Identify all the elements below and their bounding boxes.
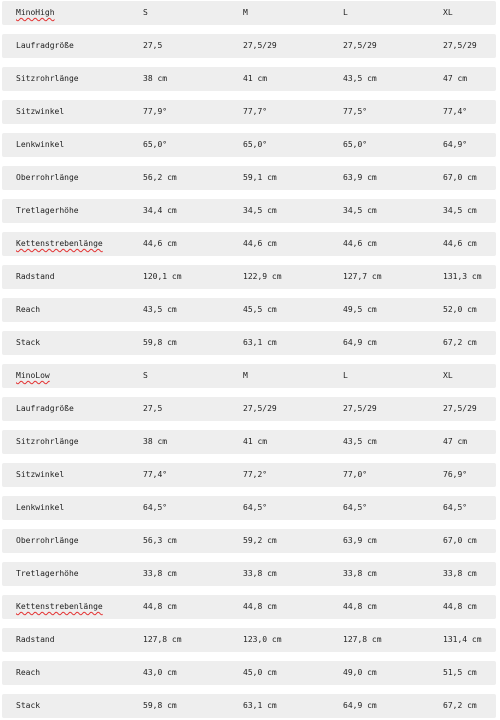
cell-value: 127,8 cm bbox=[143, 635, 182, 644]
cell-value: 77,4° bbox=[143, 470, 168, 479]
row-label: Tretlagerhöhe bbox=[16, 206, 79, 215]
cell-value: 63,9 cm bbox=[343, 173, 377, 182]
cell-value: 33,8 cm bbox=[243, 569, 277, 578]
table-row bbox=[2, 430, 496, 454]
row-label: Stack bbox=[16, 338, 41, 347]
cell-value: 44,6 cm bbox=[143, 239, 177, 248]
row-label: Oberrohrlänge bbox=[16, 173, 79, 182]
cell-value: 65,0° bbox=[243, 140, 268, 149]
table-row bbox=[2, 463, 496, 487]
table-row bbox=[2, 397, 496, 421]
row-label: Sitzwinkel bbox=[16, 107, 65, 116]
cell-value: 59,8 cm bbox=[143, 338, 177, 347]
model-name: MinoLow bbox=[16, 371, 50, 380]
cell-value: 127,7 cm bbox=[343, 272, 382, 281]
cell-value: 43,0 cm bbox=[143, 668, 177, 677]
table-row bbox=[2, 496, 496, 520]
cell-value: 27,5/29 bbox=[443, 404, 477, 413]
cell-value: 27,5/29 bbox=[343, 41, 377, 50]
cell-value: 67,0 cm bbox=[443, 536, 477, 545]
cell-value: 67,2 cm bbox=[443, 701, 477, 710]
size-header-xl: XL bbox=[443, 8, 453, 17]
cell-value: 44,8 cm bbox=[243, 602, 277, 611]
table-row bbox=[2, 331, 496, 355]
row-label: Reach bbox=[16, 305, 41, 314]
row-label: Laufradgröße bbox=[16, 404, 74, 413]
row-label: Lenkwinkel bbox=[16, 140, 65, 149]
table-row bbox=[2, 661, 496, 685]
row-label: Sitzrohrlänge bbox=[16, 74, 79, 83]
cell-value: 52,0 cm bbox=[443, 305, 477, 314]
cell-value: 34,5 cm bbox=[443, 206, 477, 215]
cell-value: 27,5 bbox=[143, 404, 163, 413]
cell-value: 34,5 cm bbox=[343, 206, 377, 215]
cell-value: 33,8 cm bbox=[443, 569, 477, 578]
cell-value: 41 cm bbox=[243, 74, 268, 83]
row-label: Sitzrohrlänge bbox=[16, 437, 79, 446]
cell-value: 64,5° bbox=[443, 503, 468, 512]
row-label: Lenkwinkel bbox=[16, 503, 65, 512]
row-label: Oberrohrlänge bbox=[16, 536, 79, 545]
cell-value: 44,6 cm bbox=[443, 239, 477, 248]
cell-value: 64,9 cm bbox=[343, 701, 377, 710]
table-row bbox=[2, 628, 496, 652]
row-label: Kettenstrebenlänge bbox=[16, 239, 103, 248]
table-row bbox=[2, 133, 496, 157]
cell-value: 45,5 cm bbox=[243, 305, 277, 314]
model-name: MinoHigh bbox=[16, 8, 55, 17]
size-header-m: M bbox=[243, 8, 248, 17]
row-label: Radstand bbox=[16, 272, 55, 281]
table-row bbox=[2, 562, 496, 586]
table-row bbox=[2, 100, 496, 124]
cell-value: 43,5 cm bbox=[343, 74, 377, 83]
cell-value: 59,8 cm bbox=[143, 701, 177, 710]
cell-value: 77,4° bbox=[443, 107, 468, 116]
row-label: Tretlagerhöhe bbox=[16, 569, 79, 578]
cell-value: 27,5 bbox=[143, 41, 163, 50]
cell-value: 27,5/29 bbox=[243, 404, 277, 413]
cell-value: 122,9 cm bbox=[243, 272, 282, 281]
cell-value: 76,9° bbox=[443, 470, 468, 479]
cell-value: 43,5 cm bbox=[143, 305, 177, 314]
row-label: Sitzwinkel bbox=[16, 470, 65, 479]
cell-value: 44,6 cm bbox=[343, 239, 377, 248]
cell-value: 44,6 cm bbox=[243, 239, 277, 248]
cell-value: 77,0° bbox=[343, 470, 368, 479]
table-row bbox=[2, 694, 496, 718]
size-header-l: L bbox=[343, 8, 348, 17]
table-header-row bbox=[2, 1, 496, 25]
cell-value: 27,5/29 bbox=[343, 404, 377, 413]
cell-value: 63,1 cm bbox=[243, 338, 277, 347]
table-row bbox=[2, 199, 496, 223]
table-row bbox=[2, 595, 496, 619]
cell-value: 56,3 cm bbox=[143, 536, 177, 545]
cell-value: 64,9° bbox=[443, 140, 468, 149]
cell-value: 51,5 cm bbox=[443, 668, 477, 677]
table-row bbox=[2, 232, 496, 256]
size-header-xl: XL bbox=[443, 371, 453, 380]
table-row bbox=[2, 298, 496, 322]
cell-value: 67,0 cm bbox=[443, 173, 477, 182]
cell-value: 77,5° bbox=[343, 107, 368, 116]
cell-value: 34,5 cm bbox=[243, 206, 277, 215]
cell-value: 49,0 cm bbox=[343, 668, 377, 677]
table-header-row bbox=[2, 364, 496, 388]
cell-value: 34,4 cm bbox=[143, 206, 177, 215]
row-label: Reach bbox=[16, 668, 41, 677]
table-row bbox=[2, 166, 496, 190]
cell-value: 47 cm bbox=[443, 437, 468, 446]
size-header-m: M bbox=[243, 371, 248, 380]
cell-value: 77,2° bbox=[243, 470, 268, 479]
cell-value: 131,3 cm bbox=[443, 272, 482, 281]
cell-value: 56,2 cm bbox=[143, 173, 177, 182]
cell-value: 41 cm bbox=[243, 437, 268, 446]
cell-value: 33,8 cm bbox=[343, 569, 377, 578]
table-row bbox=[2, 67, 496, 91]
cell-value: 59,1 cm bbox=[243, 173, 277, 182]
table-row bbox=[2, 34, 496, 58]
table-row bbox=[2, 265, 496, 289]
row-label: Radstand bbox=[16, 635, 55, 644]
cell-value: 64,5° bbox=[143, 503, 168, 512]
cell-value: 44,8 cm bbox=[343, 602, 377, 611]
cell-value: 59,2 cm bbox=[243, 536, 277, 545]
cell-value: 65,0° bbox=[143, 140, 168, 149]
cell-value: 45,0 cm bbox=[243, 668, 277, 677]
cell-value: 64,5° bbox=[243, 503, 268, 512]
cell-value: 77,9° bbox=[143, 107, 168, 116]
row-label: Stack bbox=[16, 701, 41, 710]
size-header-s: S bbox=[143, 8, 148, 17]
cell-value: 131,4 cm bbox=[443, 635, 482, 644]
cell-value: 123,0 cm bbox=[243, 635, 282, 644]
cell-value: 67,2 cm bbox=[443, 338, 477, 347]
cell-value: 38 cm bbox=[143, 74, 168, 83]
size-header-s: S bbox=[143, 371, 148, 380]
cell-value: 44,8 cm bbox=[143, 602, 177, 611]
cell-value: 64,9 cm bbox=[343, 338, 377, 347]
cell-value: 77,7° bbox=[243, 107, 268, 116]
cell-value: 63,9 cm bbox=[343, 536, 377, 545]
cell-value: 27,5/29 bbox=[443, 41, 477, 50]
cell-value: 33,8 cm bbox=[143, 569, 177, 578]
cell-value: 127,8 cm bbox=[343, 635, 382, 644]
cell-value: 63,1 cm bbox=[243, 701, 277, 710]
row-label: Laufradgröße bbox=[16, 41, 74, 50]
cell-value: 27,5/29 bbox=[243, 41, 277, 50]
cell-value: 65,0° bbox=[343, 140, 368, 149]
cell-value: 64,5° bbox=[343, 503, 368, 512]
cell-value: 120,1 cm bbox=[143, 272, 182, 281]
size-header-l: L bbox=[343, 371, 348, 380]
cell-value: 43,5 cm bbox=[343, 437, 377, 446]
cell-value: 49,5 cm bbox=[343, 305, 377, 314]
cell-value: 47 cm bbox=[443, 74, 468, 83]
cell-value: 38 cm bbox=[143, 437, 168, 446]
cell-value: 44,8 cm bbox=[443, 602, 477, 611]
row-label: Kettenstrebenlänge bbox=[16, 602, 103, 611]
table-row bbox=[2, 529, 496, 553]
